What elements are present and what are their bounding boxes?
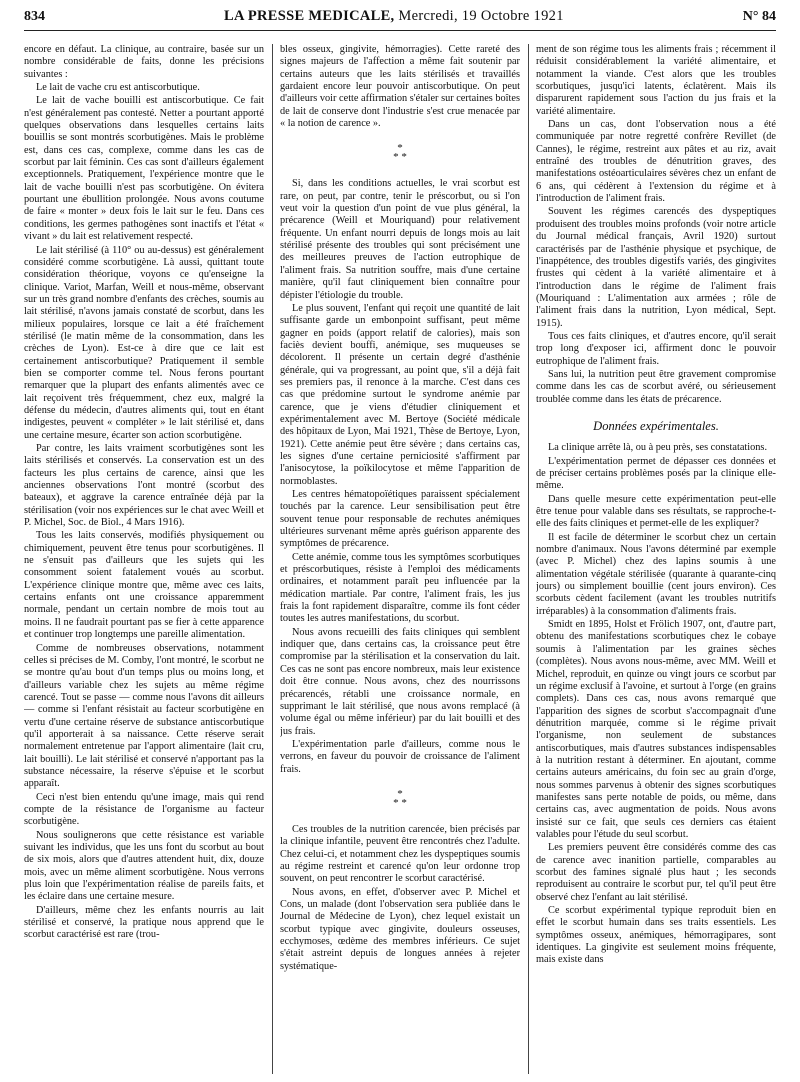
paragraph: Comme de nombreuses observations, notamment celles si précises de M. Comby, l'ont montré, le scorbut ne se montre qu'au bout d'un temps plus ou moins long, et d'ailleurs variable chez les sujets au même régime carencé. Tout se passe — comme nous l'avons dit ailleurs — comme si l'enfant résistait au facteur scorbutigène en vertu d'une certaine réserve de substance antiscorbutique qu'il apporterait à sa naissance. Cette réserve serait normalement entretenue par l'apport alimentaire (lait cru, lait bouilli). Le lait stérilisé et conservé n'apportant pas la substance nécessaire, la réserve s'épuise et le scorbut apparaît. xyxy=(24,642,264,790)
paragraph: Ce scorbut expérimental typique reproduit bien en effet le scorbut humain dans ses traits essentiels. Les symptômes osseux, anémiques, hémorragipares, sont identiques. La gingivite est seulement moins fréquente, mais existe dans xyxy=(536,905,776,966)
paragraph: Le lait de vache cru est antiscorbutique. xyxy=(36,82,200,94)
column-3 xyxy=(536,44,776,1074)
asterism-divider: * * * xyxy=(393,787,407,809)
paragraph: Ces troubles de la nutrition carencée, bien précisés par la clinique infantile, peuvent être rencontrés chez l'adulte. Chez celui-ci, et notamment chez les dyspeptiques soumis au régime restreint et carencé qu'on leur ordonne trop souvent, on peut rencontrer le scorbut caractérisé. xyxy=(280,823,520,885)
issue-date: Mercredi, 19 Octobre 1921 xyxy=(398,8,564,24)
column-rule xyxy=(520,44,536,1074)
journal-title xyxy=(224,8,564,25)
paragraph: Nous soulignerons que cette résistance est variable suivant les individus, que les uns font du scorbut au bout de six mois, alors que d'autres attendent huit, dix, douze mois, avec un même aliment scorbutigène. Nous verrons plus loin que l'expérimentation réalise de pareils faits, et les éclaire dans une certaine mesure. xyxy=(24,829,264,903)
section-heading: Données expérimentales. xyxy=(593,418,719,433)
paragraph: Ceci n'est bien entendu qu'une image, mais qui rend compte de la résistance de l'organisme au facteur scorbutigène. xyxy=(24,791,264,828)
page-number: 834 xyxy=(24,9,45,24)
paragraph: Le lait stérilisé (à 110° ou au-dessus) est généralement considéré comme scorbutigène. Là aussi, quittant toute considération théorique, voyons ce qu'enseigne la clinique. Variot, Marfan, Weill et nous-même, observant sur un très grand nombre d'enfants des crèches, soumis au lait stérilisé, n'avons jamais constaté de scorbut, dans les milieux populaires, lorsque ce lait a été fraîchement stérilisé (le matin même de la consommation, dans les crèches de Lyon). Est-ce à dire que ce lait est certainement antiscorbutique? Pratiquement il semble bien se comporter comme tel. Nous ferons pourtant remarquer que la plupart des enfants alimentés avec ce lait reçoivent très fréquemment, chez eux, malgré la défense du médecin, d'autres aliments qui, tout en étant indigestes, peuvent « compléter » le lait stérilisé et, dans une certaine mesure, écarter son action scorbutigène. xyxy=(24,244,264,441)
paragraph: Sans lui, la nutrition peut être gravement compromise comme dans les cas de scorbut avéré, ou sérieusement troublée comme dans les états de précarence. xyxy=(536,368,776,405)
paragraph: Si, dans les conditions actuelles, le vrai scorbut est rare, on peut, par contre, tenir le préscorbut, ou si l'on veut voir la question d'un point de vue plus général, la précarence (Weill et Mouriquand) pour relativement fréquente. Un enfant nourri depuis de longs mois au lait stérilisé présente des troubles qui sont précisément une des meilleures preuves de l'action eutrophique de l'aliment frais. Sa nutrition souffre, mais d'une certaine manière, qu'il faut cliniquement bien connaître pour dépister l'étiologie du trouble. xyxy=(280,178,520,301)
page-header xyxy=(24,8,776,31)
text-columns xyxy=(24,44,776,1074)
paragraph: Cette anémie, comme tous les symptômes scorbutiques et préscorbutiques, résiste à l'emploi des médicaments ordinaires, et notamment paraît peu influencée par la médication martiale. Par contre, l'aliment frais, les jus frais la font rapidement disparaître, comme ils font céder toutes les autres manifestations, du scorbut. xyxy=(280,551,520,625)
paragraph: D'ailleurs, même chez les enfants nourris au lait stérilisé et conservé, la pratique nous apprend que le scorbut caractérisé est rare (trou- xyxy=(24,904,264,941)
column-2 xyxy=(280,44,520,1074)
paragraph: Tous les laits conservés, modifiés physiquement ou chimiquement, peuvent être tenus pour scorbutigènes. Il ne s'ensuit pas d'ailleurs que les sujets qui les consomment soient fatalement voués au scorbut. L'expérience clinique montre que, même avec ces laits, certains enfants ont une croissance apparemment normale, pendant un certain nombre de mois tout au moins. Il ne faudrait pourtant pas se fier à cette apparence et continuer trop longtemps une pareille alimentation. xyxy=(24,530,264,641)
paragraph: Dans un cas, dont l'observation nous a été communiquée par notre regretté confrère Revillet (de Cannes), le régime, restreint aux pâtes et au riz, avait entraîné des troubles de dénutrition graves, des manifestations ostéoarticulaires sévères chez un enfant de 6 ans, qui cédèrent à l'extension du régime et à l'introduction de l'aliment frais. xyxy=(536,119,776,205)
paragraph: encore en défaut. La clinique, au contraire, basée sur un nombre considérable de faits, donne les précisions suivantes : xyxy=(24,44,264,80)
paragraph: Smidt en 1895, Holst et Frölich 1907, ont, d'autre part, obtenu des manifestations scorbutiques chez le cobaye soumis à l'alimentation par les graines sèches (complètes). Nous avons nous-même, avec MM. Weill et Michel, reproduit, en quinze ou vingt jours ce scorbut par un régime exclusif à l'avoine, et surtout à l'orge (en grains complets). Dans ces cas, nous avons remarqué que l'apparition des signes de scorbut s'accompagnait d'une dénutrition marquée, comme si le régime privait l'organisme, non seulement de substances antiscorbutiques, mais d'autres substances indispensables à la nutrition restant à déterminer. En ajoutant, comme certains auteurs américains, du foin sec au grain d'orge, nous sommes parvenus à obtenir des signes scorbutiques manifestes sans perte notable de poids, ou même, dans certains cas, avec augmentation de poids. Nous avons insisté sur ce fait, que seuls ces derniers cas étaient valables pour l'étude du seul scorbut. xyxy=(536,619,776,840)
paragraph: L'expérimentation permet de dépasser ces données et de préciser certains problèmes posés par la clinique elle-même. xyxy=(536,455,776,492)
paragraph: Les premiers peuvent être considérés comme des cas de carence avec inanition partielle, comparables au scorbut des famines signalé plus haut ; les seconds reproduisent au contraire le scorbut pur, tel qu'il peut être observé chez l'enfant au lait stérilisé. xyxy=(536,842,776,903)
issue-number: N° 84 xyxy=(742,9,776,24)
paragraph: Nous avons, en effet, d'observer avec P. Michel et Cons, un malade (dont l'observation sera publiée dans le Journal de Médecine de Lyon), chez lequel existait un scorbut typique avec gingivite, douleurs osseuses, ecchymoses, œdème des membres inférieurs. Ce sujet s'était astreint depuis de longues années à rejeter systématique- xyxy=(280,886,520,972)
paragraph: Par contre, les laits vraiment scorbutigènes sont les laits stérilisés et conservés. La conservation est un des facteurs les plus certains de carence, ainsi que les anciennes observations l'ont montré (scorbut des bateaux), et aggrave la carence entraînée déjà par la stérilisation (voir nos expériences sur le chat avec Weill et P. Michel, Soc. de Biol., 4 Mars 1916). xyxy=(24,443,264,529)
paragraph: Nous avons recueilli des faits cliniques qui semblent indiquer que, dans certains cas, la croissance peut être compromise par la stérilisation et la conservation du lait. Ces cas ne sont pas encore nombreux, mais leur existence doit être connue. Nous avons, chez des nourrissons précarencés, rétabli une croissance normale, en supprimant le lait stérilisé, que nous avons remplacé (à volume égal ou même inférieur) par du lait bouilli et des jus frais. xyxy=(280,626,520,737)
column-1 xyxy=(24,44,264,1074)
paragraph: Le lait de vache bouilli est antiscorbutique. Ce fait n'est généralement pas contesté. Netter a pourtant apporté quelques observations dans lesquelles certains laits bouillis se sont montrés scorbutigènes. Mais le problème est, dans ces cas, complexe, comme dans les cas de scorbut par lait féminin. Ces cas sont d'ailleurs également exceptionnels. Pratiquement, l'expérience montre que le lait de vache bouilli n'est pas scorbutigène. On évitera pourtant une ébullition prolongée. Nous avons coutume de faire « monter » deux fois le lait sur le feu. Dans ces conditions, les germes pathogènes sont inactifs et l'état « vivant » du lait est relativement respecté. xyxy=(24,95,264,243)
paragraph: Il est facile de déterminer le scorbut chez un certain nombre d'animaux. Nous l'avons déterminé par exemple (avec P. Michel) chez des lapins soumis à une alimentation végétale stérilisée (quarante à quarante-cinq jours) ou simplement bouillie (cent jours environ). Ces scorbuts cèdent facilement (avant les troubles nutritifs irréparables) à la consommation d'aliments frais. xyxy=(536,531,776,617)
paragraph: bles osseux, gingivite, hémorragies). Cette rareté des signes majeurs de l'affection a même fait soutenir par certains auteurs que les laits stérilisés et travaillés gardaient encore leur pouvoir antiscorbutique. On peut d'ailleurs voir cette affirmation s'étaler sur certaines boîtes de lait de conserve dont l'industrie s'est crue menacée par « la notion de carence ». xyxy=(280,44,520,130)
paragraph: L'expérimentation parle d'ailleurs, comme nous le verrons, en faveur du pouvoir de croissance de l'aliment frais. xyxy=(280,738,520,775)
paragraph: Tous ces faits cliniques, et d'autres encore, qu'il serait trop long d'exposer ici, affirment donc le pouvoir eutrophique de l'aliment frais. xyxy=(536,330,776,367)
asterism-divider: * * * xyxy=(393,142,407,164)
paragraph: Le plus souvent, l'enfant qui reçoit une quantité de lait suffisante garde un embonpoint suffisant, peut même gagner en poids (apport relatif de calories), mais son faciès devient bouffi, anémique, ses muqueuses se décolorent. Il présente un certain degré d'asthénie générale, qui va progressant, au point que, s'il a déjà fait ses premiers pas, il renonce à la marche. C'est dans ces cas que prédomine surtout le syndrome anémie par carence, que je viens d'étudier cliniquement et expérimentalement avec M. Bertoye (Société médicale des hôpitaux de Lyon, Mai 1921, Thèse de Bertoye, Lyon, 1921). Cette anémie peut être sévère ; dans certains cas, les signes d'une certaine perniciosité s'affirment par l'anisocytose, la poïkilocytose et même l'apparition de normoblastes. xyxy=(280,302,520,487)
paragraph: Souvent les régimes carencés des dyspeptiques produisent des troubles moins profonds (voir notre article du Journal médical français, Avril 1920) surtout caractérisés par de l'asthénie physique et psychique, de l'inappétence, des troubles digestifs variés, des gingivites frustes qui cèdent à la variété alimentaire et à l'introduction dans le régime de l'aliment frais (Mouriquand : L'alimentation aux armées ; rôle de l'aliment frais dans la nutrition, Lyon médical, Sept. 1915). xyxy=(536,206,776,329)
paragraph: Dans quelle mesure cette expérimentation peut-elle être tenue pour valable dans ses résultats, se rapproche-t-elle des faits cliniques et permet-elle de les expliquer? xyxy=(536,493,776,530)
paragraph: ment de son régime tous les aliments frais ; récemment il réduisit considérablement la variété alimentaire, et notamment la viande. C'est alors que les troubles scorbutiques, jusqu'ici latents, éclatèrent. Mais ils disparurent rapidement sous l'action du jus frais et la variété alimentaire. xyxy=(536,44,776,117)
paragraph: La clinique arrête là, ou à peu près, ses constatations. xyxy=(548,442,768,454)
paragraph: Les centres hématopoïétiques paraissent spécialement touchés par la carence. Leur sensibilisation peut être souvent tenue pour responsable de rechutes anémiques ultérieures survenant même après guérison apparente des symptômes de précarence. xyxy=(280,489,520,550)
column-rule xyxy=(264,44,280,1074)
journal-name: LA PRESSE MEDICALE, xyxy=(224,8,395,24)
